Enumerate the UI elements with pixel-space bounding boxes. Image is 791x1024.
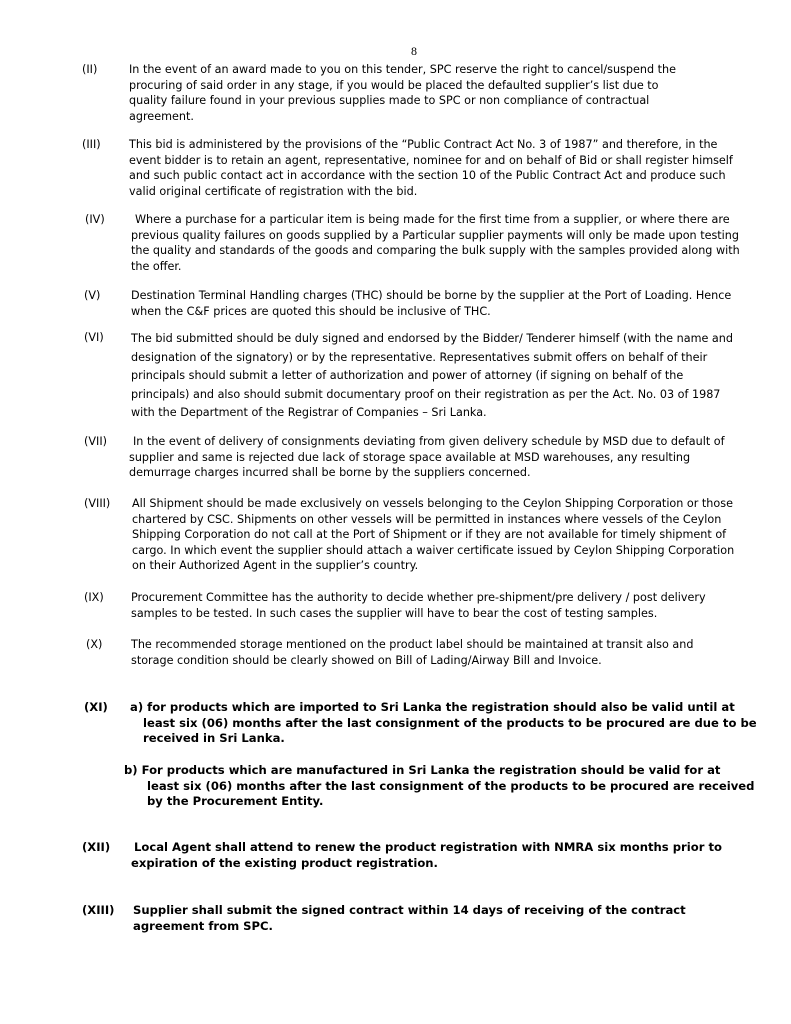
clause-line: supplier and same is rejected due lack of storage space available at MSD warehouses, any resulting: [129, 450, 691, 464]
clause-line: on their Authorized Agent in the supplier’s country.: [132, 559, 419, 572]
clause-number: (III): [82, 138, 101, 151]
clause-number: (VI): [84, 331, 104, 344]
clause-text: [131, 590, 756, 621]
clause-line: This bid is administered by the provisions of the “Public Contract Act No. 3 of 1987” and therefore, in the: [129, 138, 718, 151]
clause-line: the offer.: [131, 259, 182, 273]
clause-line: storage condition should be clearly showed on Bill of Lading/Airway Bill and Invoice.: [131, 653, 602, 667]
clause-line: expiration of the existing product registration.: [131, 855, 438, 870]
clause-line: designation of the signatory) or by the representative. Representatives submit offers on behalf of their: [131, 350, 708, 364]
clause-number: (II): [82, 63, 98, 76]
clause-number: (V): [84, 289, 101, 302]
clause-line: demurrage charges incurred shall be borne by the suppliers concerned.: [129, 466, 531, 479]
clause-line: In the event of an award made to you on this tender, SPC reserve the right to cancel/suspend the: [129, 63, 676, 76]
clause-line: least six (06) months after the last consignment of the products to be procured are due to be: [143, 715, 757, 730]
clause-line: agreement from SPC.: [133, 918, 273, 933]
clause-xi-a: [130, 700, 755, 747]
clause-line: with the Department of the Registrar of Companies – Sri Lanka.: [131, 406, 487, 420]
clause-line: quality failure found in your previous supplies made to SPC or non compliance of contractual: [129, 94, 650, 107]
clause-line: event bidder is to retain an agent, representative, nominee for and on behalf of Bid or shall register himself: [129, 153, 733, 167]
clause-number: (IX): [84, 591, 104, 604]
clause-line: chartered by CSC. Shipments on other vessels will be permitted in instances where vessels of the Ceylon: [132, 512, 722, 526]
clause-line: samples to be tested. In such cases the supplier will have to bear the cost of testing samples.: [131, 606, 658, 620]
clause-line: The recommended storage mentioned on the product label should be maintained at transit also and: [131, 638, 694, 651]
clause-text: [131, 840, 759, 871]
page-number: 8: [411, 44, 417, 58]
clause-line: valid original certificate of registration with the bid.: [129, 184, 418, 198]
clause-line: b) For products which are manufactured in Sri Lanka the registration should be valid for at: [124, 763, 721, 777]
clause-text: [129, 434, 754, 481]
clause-line: and such public contact act in accordance with the section 10 of the Public Contract Act and produce such: [129, 169, 726, 182]
clause-line: when the C&F prices are quoted this should be inclusive of THC.: [131, 304, 491, 318]
clause-line: least six (06) months after the last consignment of the products to be procured are received: [147, 778, 755, 793]
clause-line: All Shipment should be made exclusively on vessels belonging to the Ceylon Shipping Corporation or those: [132, 497, 733, 510]
clause-line: procuring of said order in any stage, if you would be placed the defaulted supplier’s list due to: [129, 78, 659, 92]
clause-xi-b: [124, 763, 755, 810]
clause-line: by the Procurement Entity.: [147, 794, 324, 808]
clause-line: a) for products which are imported to Sri Lanka the registration should also be valid until at: [130, 700, 735, 714]
clause-line: cargo. In which event the supplier should attach a waiver certificate issued by Ceylon Shipping Corporation: [132, 543, 735, 557]
clause-number: (XII): [82, 840, 111, 854]
clause-text: [131, 212, 756, 274]
clause-text: [131, 288, 756, 319]
clause-number: (XIII): [82, 903, 115, 917]
clause-line: the quality and standards of the goods and comparing the bulk supply with the samples provided along with: [131, 244, 740, 257]
clause-text: [131, 637, 756, 668]
clause-line: Supplier shall submit the signed contract within 14 days of receiving of the contract: [133, 903, 686, 917]
clause-number: (X): [86, 638, 103, 651]
clause-text: [129, 137, 754, 199]
clause-line: received in Sri Lanka.: [143, 731, 285, 745]
clause-number: (VII): [84, 435, 107, 448]
clause-line: previous quality failures on goods supplied by a Particular supplier payments will only be made upon testing: [131, 228, 739, 242]
clause-text: [129, 62, 754, 124]
clause-line: agreement.: [129, 109, 194, 123]
clause-number: (XI): [84, 700, 108, 714]
clause-text: [133, 903, 758, 934]
clause-line: principals) and also should submit documentary proof on their registration as per the Act. No. 03 of 1987: [131, 387, 721, 401]
clause-number: (VIII): [84, 497, 111, 510]
clause-line: Where a purchase for a particular item is being made for the first time from a supplier, or where there are: [135, 213, 730, 226]
clause-line: Procurement Committee has the authority to decide whether pre-shipment/pre delivery / post delivery: [131, 591, 706, 604]
clause-line: Local Agent shall attend to renew the product registration with NMRA six months prior to: [134, 840, 722, 854]
clause-number: (IV): [85, 213, 105, 226]
clause-text: [132, 496, 757, 574]
clause-text: [131, 330, 756, 423]
clause-line: In the event of delivery of consignments deviating from given delivery schedule by MSD due to default of: [133, 435, 725, 448]
clause-line: Destination Terminal Handling charges (THC) should be borne by the supplier at the Port of Loading. Hence: [131, 289, 732, 302]
clause-line: principals should submit a letter of authorization and power of attorney (if signing on behalf of the: [131, 369, 684, 383]
clause-line: Shipping Corporation do not call at the Port of Shipment or if they are not available for timely shipment of: [132, 528, 727, 541]
clause-line: The bid submitted should be duly signed and endorsed by the Bidder/ Tenderer himself (with the name and: [131, 332, 733, 345]
